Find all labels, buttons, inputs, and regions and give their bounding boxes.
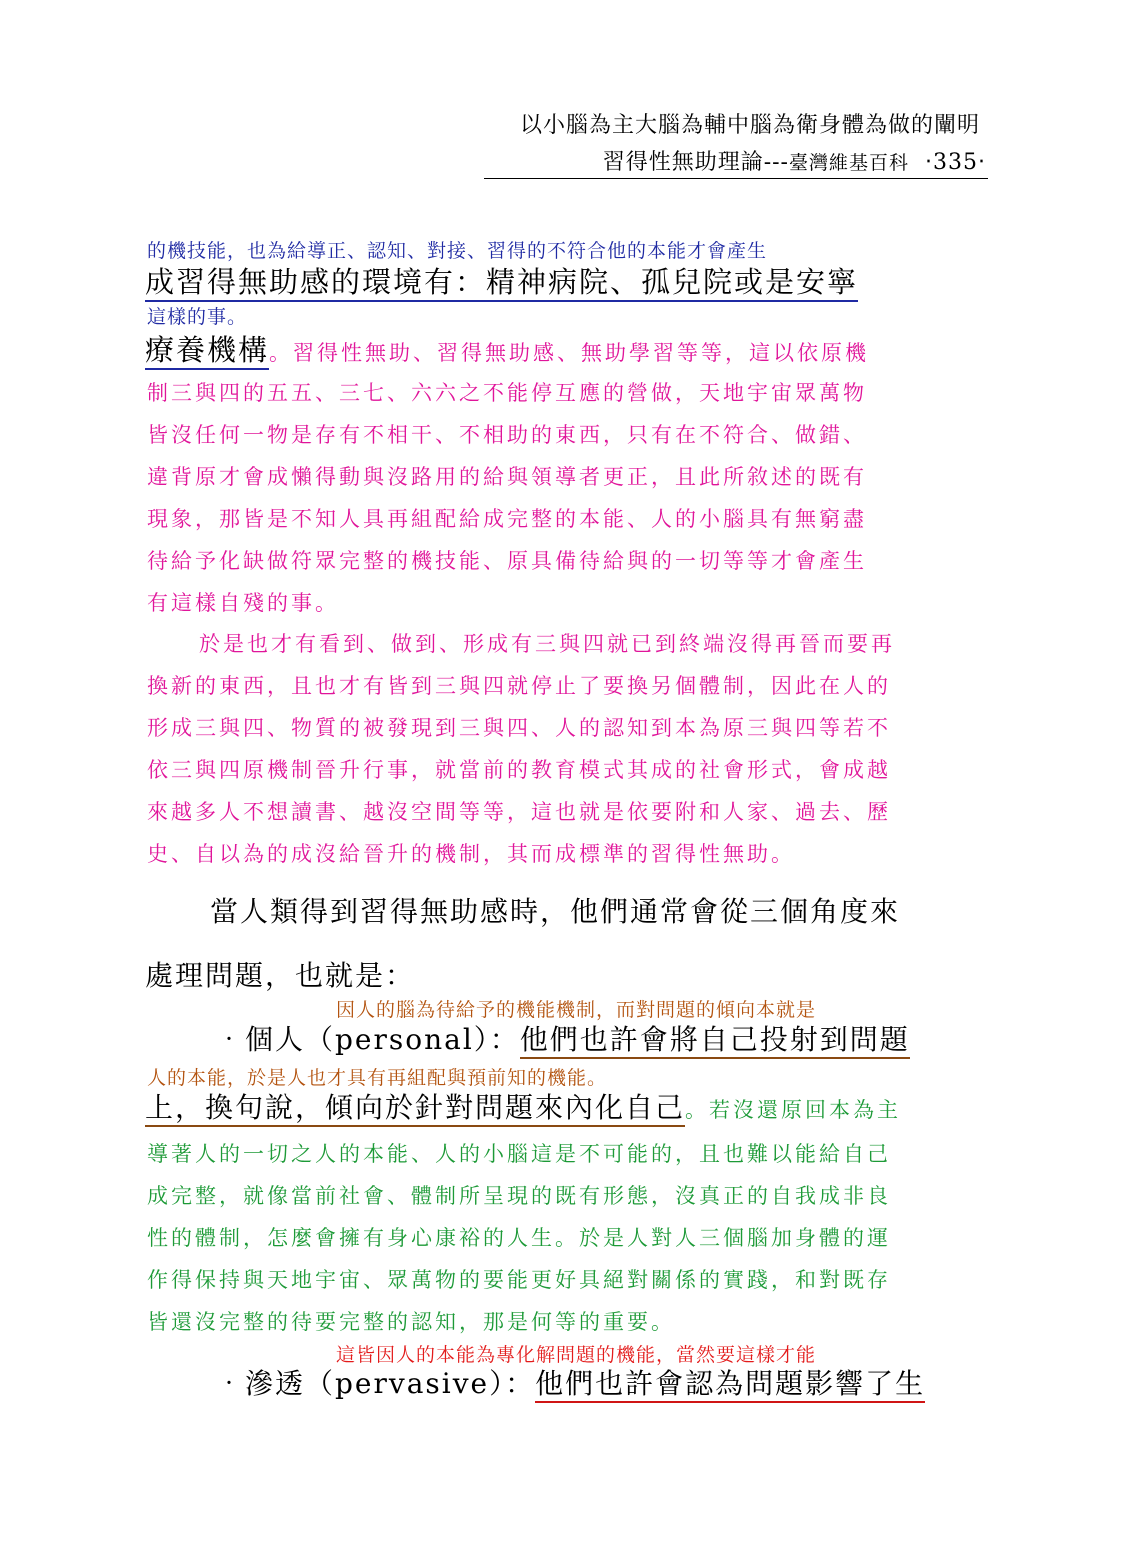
paragraph-line: 皆沒任何一物是存有不相干、不相助的東西，只有在不符合、做錯、 <box>147 423 867 447</box>
main-text-line <box>145 260 858 301</box>
paragraph-line: 導著人的一切之人的本能、人的小腦這是不可能的，且也難以能給自己 <box>147 1142 891 1166</box>
annotation-orange-bottom: 人的本能，於是人也才具有再組配與預前知的機能。 <box>147 1067 608 1089</box>
paragraph-line: 換新的東西，且也才有皆到三與四就停止了要換另個體制，因此在人的 <box>147 674 891 698</box>
paragraph-line: 性的體制，怎麼會擁有身心康裕的人生。於是人對人三個腦加身體的運 <box>147 1226 891 1250</box>
main-paragraph-line-2: 處理問題，也就是： <box>145 959 416 992</box>
paragraph-line: 制三與四的五五、三七、六六之不能停互應的營做，天地宇宙眾萬物 <box>147 381 867 405</box>
bullet-pervasive-underlined: 他們也許會認為問題影響了生 <box>535 1367 925 1403</box>
running-header-subtitle <box>603 145 986 176</box>
paragraph-line: 形成三與四、物質的被發現到三與四、人的認知到本為原三與四等若不 <box>147 716 891 740</box>
paragraph-line: 待給予化缺做符眾完整的機技能、原具備待給與的一切等等才會產生 <box>147 549 867 573</box>
bullet-pervasive-label: ‧滲透（pervasive）： <box>215 1367 536 1400</box>
main-text-underlined-2: 療養機構 <box>145 333 269 370</box>
paragraph-line: 現象，那皆是不知人具再組配給成完整的本能、人的小腦具有無窮盡 <box>147 507 867 531</box>
bullet-personal <box>215 1018 910 1058</box>
paragraph-line: 違背原才會成懶得動與沒路用的給與領導者更正，且此所敘述的既有 <box>147 465 867 489</box>
subtitle-source: 臺灣維基百科 <box>789 152 910 174</box>
paragraph-line: 有這樣自殘的事。 <box>147 591 339 615</box>
personal-underlined-2: 上，換句說，傾向於針對問題來內化自己 <box>145 1091 685 1127</box>
bullet-pervasive <box>215 1362 925 1402</box>
paragraph-line: 作得保持與天地宇宙、眾萬物的要能更好具絕對關係的實踐，和對既存 <box>147 1268 891 1292</box>
bullet-personal-label: ‧個人（personal）： <box>215 1023 520 1056</box>
main-text-line-2 <box>145 328 869 369</box>
magenta-lead: 。習得性無助、習得無助感、無助學習等等，這以依原機 <box>269 341 870 365</box>
header-rule <box>484 178 988 179</box>
paragraph-line: 於是也才有看到、做到、形成有三與四就已到終端沒得再晉而要再 <box>199 632 895 656</box>
personal-continuation <box>145 1086 901 1126</box>
annotation-red-top: 這皆因人的本能為專化解問題的機能，當然要這樣才能 <box>336 1344 817 1366</box>
annotation-navy-top: 的機技能，也為給導正、認知、對接、習得的不符合他的本能才會產生 <box>147 240 768 262</box>
page-number: ‧335‧ <box>925 150 986 175</box>
bullet-personal-underlined: 他們也許會將自己投射到問題 <box>520 1023 910 1059</box>
main-paragraph-line-1: 當人類得到習得無助感時，他們通常會從三個角度來 <box>210 895 901 928</box>
paragraph-line: 史、自以為的成沒給晉升的機制，其而成標準的習得性無助。 <box>147 842 795 866</box>
paragraph-line: 依三與四原機制晉升行事，就當前的教育模式其成的社會形式，會成越 <box>147 758 891 782</box>
paragraph-line: 來越多人不想讀書、越沒空間等等，這也就是依要附和人家、過去、歷 <box>147 800 891 824</box>
main-text-underlined: 成習得無助感的環境有：精神病院、孤兒院或是安寧 <box>145 265 858 302</box>
running-header-title: 以小腦為主大腦為輔中腦為衛身體為做的闡明 <box>519 113 980 138</box>
paragraph-line: 皆還沒完整的待要完整的認知，那是何等的重要。 <box>147 1310 675 1334</box>
green-lead: 。若沒還原回本為主 <box>685 1098 902 1122</box>
annotation-orange-top: 因人的腦為待給予的機能機制，而對問題的傾向本就是 <box>336 999 817 1021</box>
annotation-navy-bottom: 這樣的事。 <box>147 306 248 328</box>
paragraph-line: 成完整，就像當前社會、體制所呈現的既有形態，沒真正的自我成非良 <box>147 1184 891 1208</box>
subtitle-main: 習得性無助理論--- <box>602 150 789 175</box>
